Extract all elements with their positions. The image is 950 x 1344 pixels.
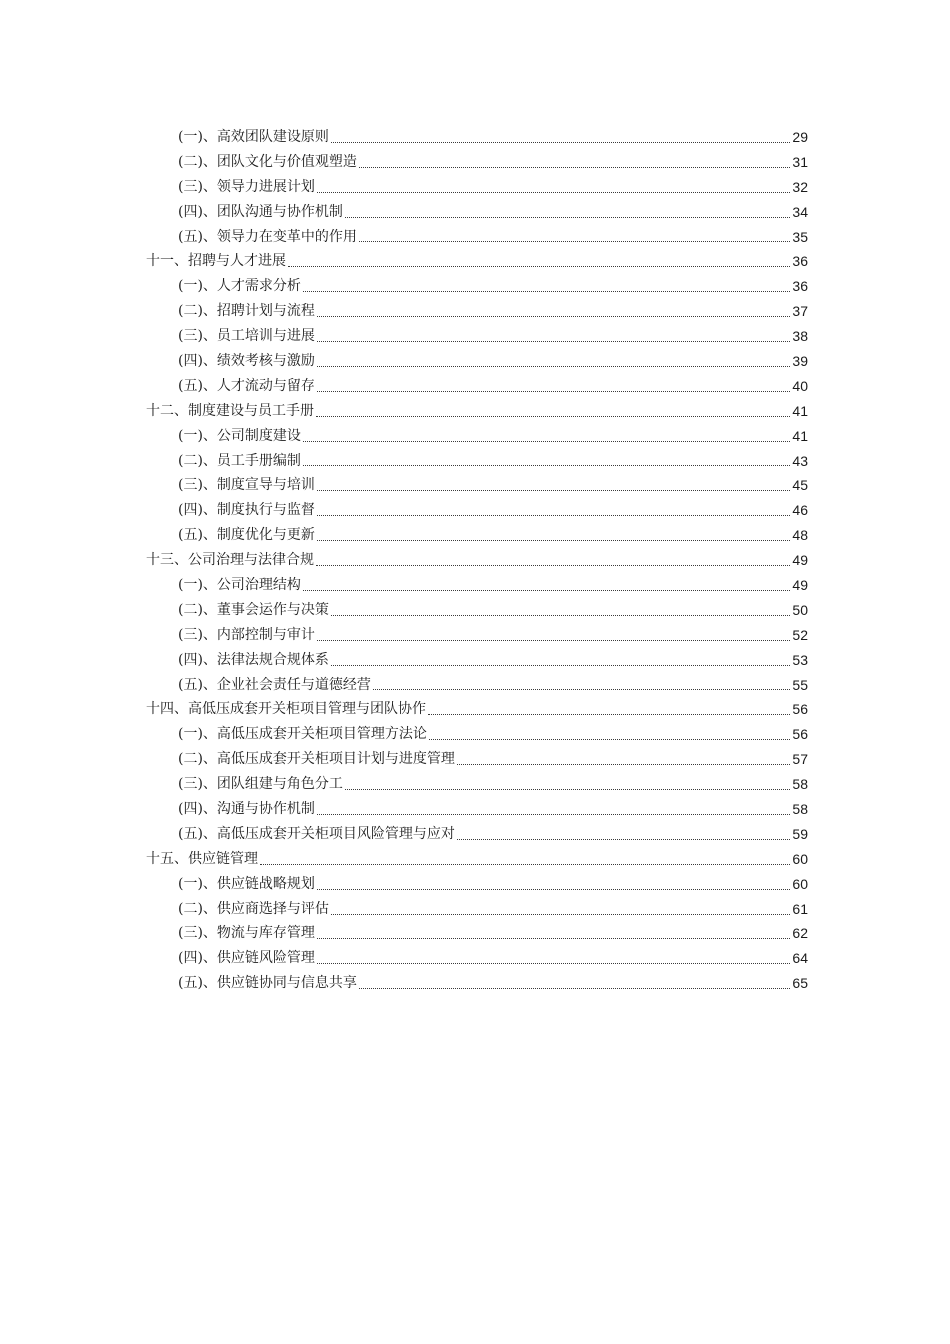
toc-dot-leader (345, 788, 790, 790)
toc-section-entry[interactable] (146, 673, 808, 698)
toc-section-entry[interactable] (146, 822, 808, 847)
toc-dot-leader (359, 240, 790, 242)
toc-section-entry[interactable] (146, 623, 808, 648)
toc-dot-leader (359, 166, 790, 168)
toc-entry-title: 十四、高低压成套开关柜项目管理与团队协作 (146, 701, 426, 718)
table-of-contents (146, 125, 808, 996)
toc-page-number: 46 (792, 502, 808, 519)
toc-page-number: 36 (792, 253, 808, 270)
toc-section-entry[interactable] (146, 872, 808, 897)
toc-dot-leader (317, 315, 790, 317)
toc-page-number: 39 (792, 353, 808, 369)
toc-entry-title: (三)、员工培训与进展 (178, 328, 315, 345)
toc-dot-leader (457, 838, 790, 840)
toc-page-number: 59 (792, 825, 808, 842)
toc-chapter-entry[interactable] (146, 399, 808, 424)
toc-entry-title: (一)、公司治理结构 (178, 577, 301, 594)
toc-entry-title: (二)、供应商选择与评估 (178, 900, 329, 917)
toc-page-number: 56 (792, 726, 808, 743)
toc-entry-title: 十五、供应链管理 (146, 850, 258, 867)
toc-dot-leader (331, 913, 790, 915)
toc-dot-leader (345, 216, 790, 218)
toc-entry-title: (四)、团队沟通与协作机制 (178, 203, 343, 220)
toc-section-entry[interactable] (146, 971, 808, 996)
toc-entry-title: (三)、制度宣导与培训 (178, 477, 315, 494)
toc-dot-leader (359, 987, 790, 989)
toc-dot-leader (317, 390, 790, 392)
toc-chapter-entry[interactable] (146, 847, 808, 872)
toc-section-entry[interactable] (146, 274, 808, 299)
toc-page-number: 55 (792, 676, 808, 693)
toc-entry-title: (二)、董事会运作与决策 (178, 601, 329, 618)
toc-page-number: 61 (792, 900, 808, 917)
toc-entry-title: (五)、企业社会责任与道德经营 (178, 676, 371, 693)
toc-dot-leader (316, 564, 790, 566)
toc-dot-leader (317, 191, 790, 193)
toc-dot-leader (303, 440, 790, 442)
toc-entry-title: (三)、物流与库存管理 (178, 925, 315, 942)
toc-page-number: 57 (792, 751, 808, 768)
toc-dot-leader (331, 141, 790, 143)
toc-entry-title: (四)、制度执行与监督 (178, 502, 315, 519)
toc-section-entry[interactable] (146, 150, 808, 175)
toc-page-number: 49 (792, 577, 808, 594)
toc-entry-title: 十二、制度建设与员工手册 (146, 402, 314, 419)
toc-dot-leader (317, 888, 790, 890)
toc-page-number: 43 (792, 452, 808, 469)
toc-entry-title: (四)、绩效考核与激励 (178, 353, 315, 369)
toc-page-number: 40 (792, 377, 808, 394)
toc-section-entry[interactable] (146, 573, 808, 598)
toc-page-number: 52 (792, 626, 808, 643)
toc-page-number: 37 (792, 303, 808, 320)
toc-dot-leader (317, 937, 790, 939)
toc-dot-leader (317, 489, 790, 491)
toc-entry-title: (五)、人才流动与留存 (178, 377, 315, 394)
toc-page-number: 53 (792, 651, 808, 668)
toc-section-entry[interactable] (146, 473, 808, 498)
toc-section-entry[interactable] (146, 424, 808, 449)
toc-page-number: 58 (792, 801, 808, 818)
toc-chapter-entry[interactable] (146, 249, 808, 274)
toc-section-entry[interactable] (146, 523, 808, 548)
toc-page-number: 60 (792, 875, 808, 892)
toc-page-number: 58 (792, 776, 808, 793)
toc-section-entry[interactable] (146, 797, 808, 822)
toc-section-entry[interactable] (146, 125, 808, 150)
toc-page-number: 29 (792, 128, 808, 145)
toc-entry-title: (五)、供应链协同与信息共享 (178, 975, 357, 992)
toc-section-entry[interactable] (146, 175, 808, 200)
toc-entry-title: (三)、团队组建与角色分工 (178, 776, 343, 793)
toc-entry-title: (二)、高低压成套开关柜项目计划与进度管理 (178, 751, 455, 768)
toc-entry-title: (三)、领导力进展计划 (178, 178, 315, 195)
toc-chapter-entry[interactable] (146, 548, 808, 573)
toc-entry-title: (二)、团队文化与价值观塑造 (178, 153, 357, 170)
toc-section-entry[interactable] (146, 200, 808, 225)
toc-section-entry[interactable] (146, 324, 808, 349)
toc-page-number: 49 (792, 552, 808, 569)
toc-section-entry[interactable] (146, 946, 808, 971)
toc-dot-leader (317, 340, 790, 342)
toc-section-entry[interactable] (146, 897, 808, 922)
toc-page-number: 48 (792, 527, 808, 544)
toc-page-number: 35 (792, 228, 808, 245)
toc-dot-leader (317, 514, 790, 516)
toc-entry-title: (二)、员工手册编制 (178, 452, 301, 469)
toc-section-entry[interactable] (146, 349, 808, 374)
toc-section-entry[interactable] (146, 598, 808, 623)
toc-dot-leader (317, 962, 790, 964)
toc-section-entry[interactable] (146, 225, 808, 250)
toc-section-entry[interactable] (146, 449, 808, 474)
toc-entry-title: (五)、制度优化与更新 (178, 527, 315, 544)
toc-section-entry[interactable] (146, 722, 808, 747)
toc-dot-leader (317, 813, 790, 815)
toc-page-number: 32 (792, 178, 808, 195)
toc-dot-leader (331, 614, 790, 616)
toc-entry-title: (四)、沟通与协作机制 (178, 801, 315, 818)
toc-dot-leader (317, 639, 790, 641)
toc-entry-title: (一)、公司制度建设 (178, 427, 301, 444)
toc-section-entry[interactable] (146, 498, 808, 523)
toc-page-number: 41 (792, 402, 808, 419)
toc-entry-title: 十三、公司治理与法律合规 (146, 552, 314, 569)
toc-page-number: 56 (792, 701, 808, 718)
toc-page-number: 45 (792, 477, 808, 494)
toc-page-number: 64 (792, 950, 808, 967)
toc-page-number: 65 (792, 975, 808, 992)
toc-entry-title: (一)、供应链战略规划 (178, 875, 315, 892)
toc-entry-title: (一)、人才需求分析 (178, 278, 301, 295)
toc-chapter-entry[interactable] (146, 697, 808, 722)
toc-entry-title: (五)、领导力在变革中的作用 (178, 228, 357, 245)
toc-page-number: 38 (792, 328, 808, 345)
toc-entry-title: (五)、高低压成套开关柜项目风险管理与应对 (178, 825, 455, 842)
toc-section-entry[interactable] (146, 648, 808, 673)
toc-dot-leader (316, 415, 790, 417)
toc-dot-leader (288, 265, 790, 267)
toc-dot-leader (303, 589, 790, 591)
toc-section-entry[interactable] (146, 299, 808, 324)
toc-entry-title: 十一、招聘与人才进展 (146, 253, 286, 270)
toc-dot-leader (331, 664, 790, 666)
toc-entry-title: (二)、招聘计划与流程 (178, 303, 315, 320)
toc-dot-leader (317, 365, 790, 367)
toc-page-number: 62 (792, 925, 808, 942)
toc-page-number: 36 (792, 278, 808, 295)
toc-page-number: 41 (792, 427, 808, 444)
toc-page-number: 50 (792, 601, 808, 618)
toc-dot-leader (457, 763, 790, 765)
toc-dot-leader (303, 290, 790, 292)
toc-dot-leader (428, 713, 790, 715)
toc-section-entry[interactable] (146, 772, 808, 797)
toc-dot-leader (260, 863, 790, 865)
toc-entry-title: (三)、内部控制与审计 (178, 626, 315, 643)
toc-section-entry[interactable] (146, 374, 808, 399)
toc-page-number: 34 (792, 203, 808, 220)
toc-entry-title: (一)、高效团队建设原则 (178, 128, 329, 145)
toc-entry-title: (四)、供应链风险管理 (178, 950, 315, 967)
toc-entry-title: (一)、高低压成套开关柜项目管理方法论 (178, 726, 427, 743)
toc-dot-leader (303, 464, 790, 466)
toc-dot-leader (429, 738, 790, 740)
toc-page-number: 31 (792, 153, 808, 170)
toc-entry-title: (四)、法律法规合规体系 (178, 651, 329, 668)
toc-dot-leader (317, 539, 790, 541)
toc-dot-leader (373, 688, 790, 690)
toc-page-number: 60 (792, 850, 808, 867)
toc-section-entry[interactable] (146, 922, 808, 947)
toc-section-entry[interactable] (146, 747, 808, 772)
